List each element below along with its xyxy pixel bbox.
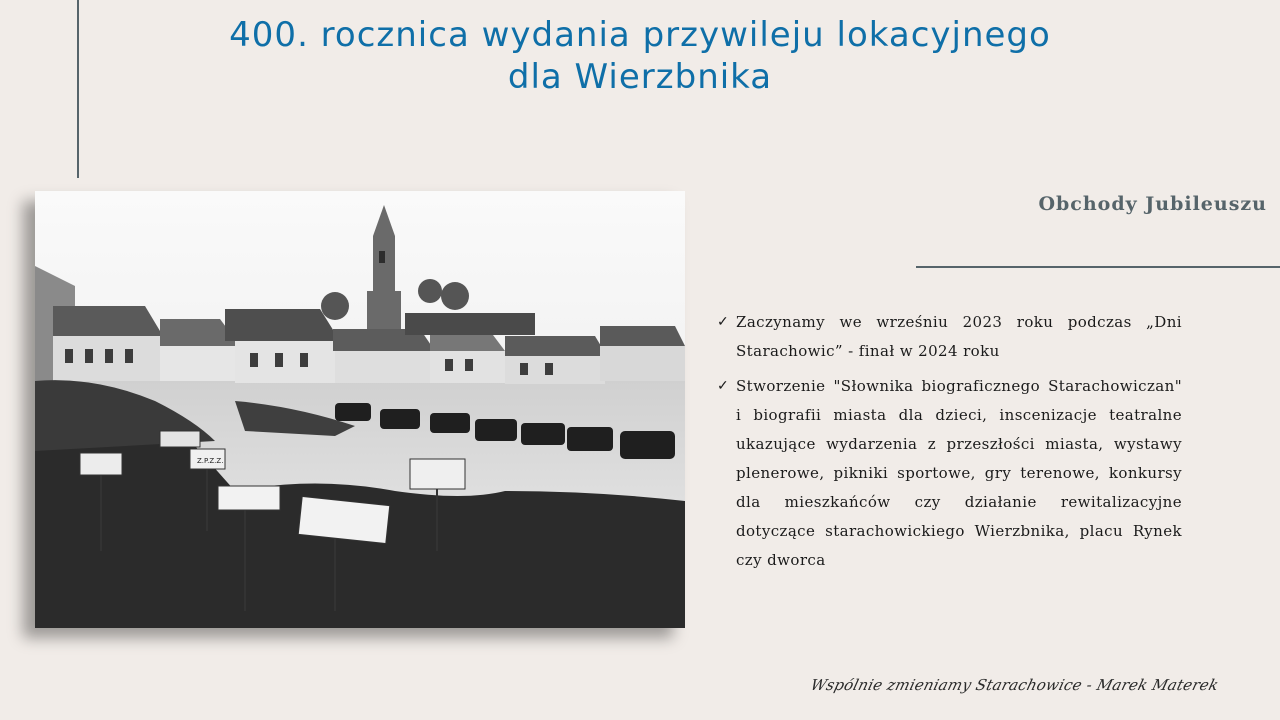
- title-line-2: dla Wierzbnika: [507, 57, 773, 97]
- bullet-text: Stworzenie "Słownika biograficznego Starachowiczan" i biografii miasta dla dzieci, inscenizacje teatralne ukazujące wydarzenia z przeszłości miasta, wystawy plenerowe, pikniki sportowe, gry terenowe, konkursy dla mieszkańców czy działanie rewitalizacyjne dotyczące starachowickiego Wierzbnika, placu Rynek czy dworca: [736, 377, 1182, 569]
- bullet-item: [717, 308, 1182, 366]
- vertical-divider: [77, 0, 79, 178]
- footer-signature: Wspólnie zmieniamy Starachowice - Marek Materek: [808, 676, 1221, 694]
- historical-photo: [35, 191, 685, 628]
- bullet-item: [717, 372, 1182, 575]
- check-icon: ✓: [717, 314, 730, 330]
- section-title: Obchody Jubileuszu: [1038, 193, 1267, 215]
- bullet-text: Zaczynamy we wrześniu 2023 roku podczas „Dni Starachowic” - finał w 2024 roku: [736, 313, 1182, 360]
- banner-label-zpzz: Z.P.Z.Z.: [197, 457, 224, 465]
- title-line-1: 400. rocznica wydania przywileju lokacyjnego: [229, 15, 1051, 55]
- horizontal-divider: [916, 266, 1280, 268]
- check-icon: ✓: [717, 378, 730, 394]
- bullet-list: [717, 308, 1182, 581]
- town-square-photo-illustration: [35, 191, 685, 628]
- slide-title: [140, 14, 1140, 98]
